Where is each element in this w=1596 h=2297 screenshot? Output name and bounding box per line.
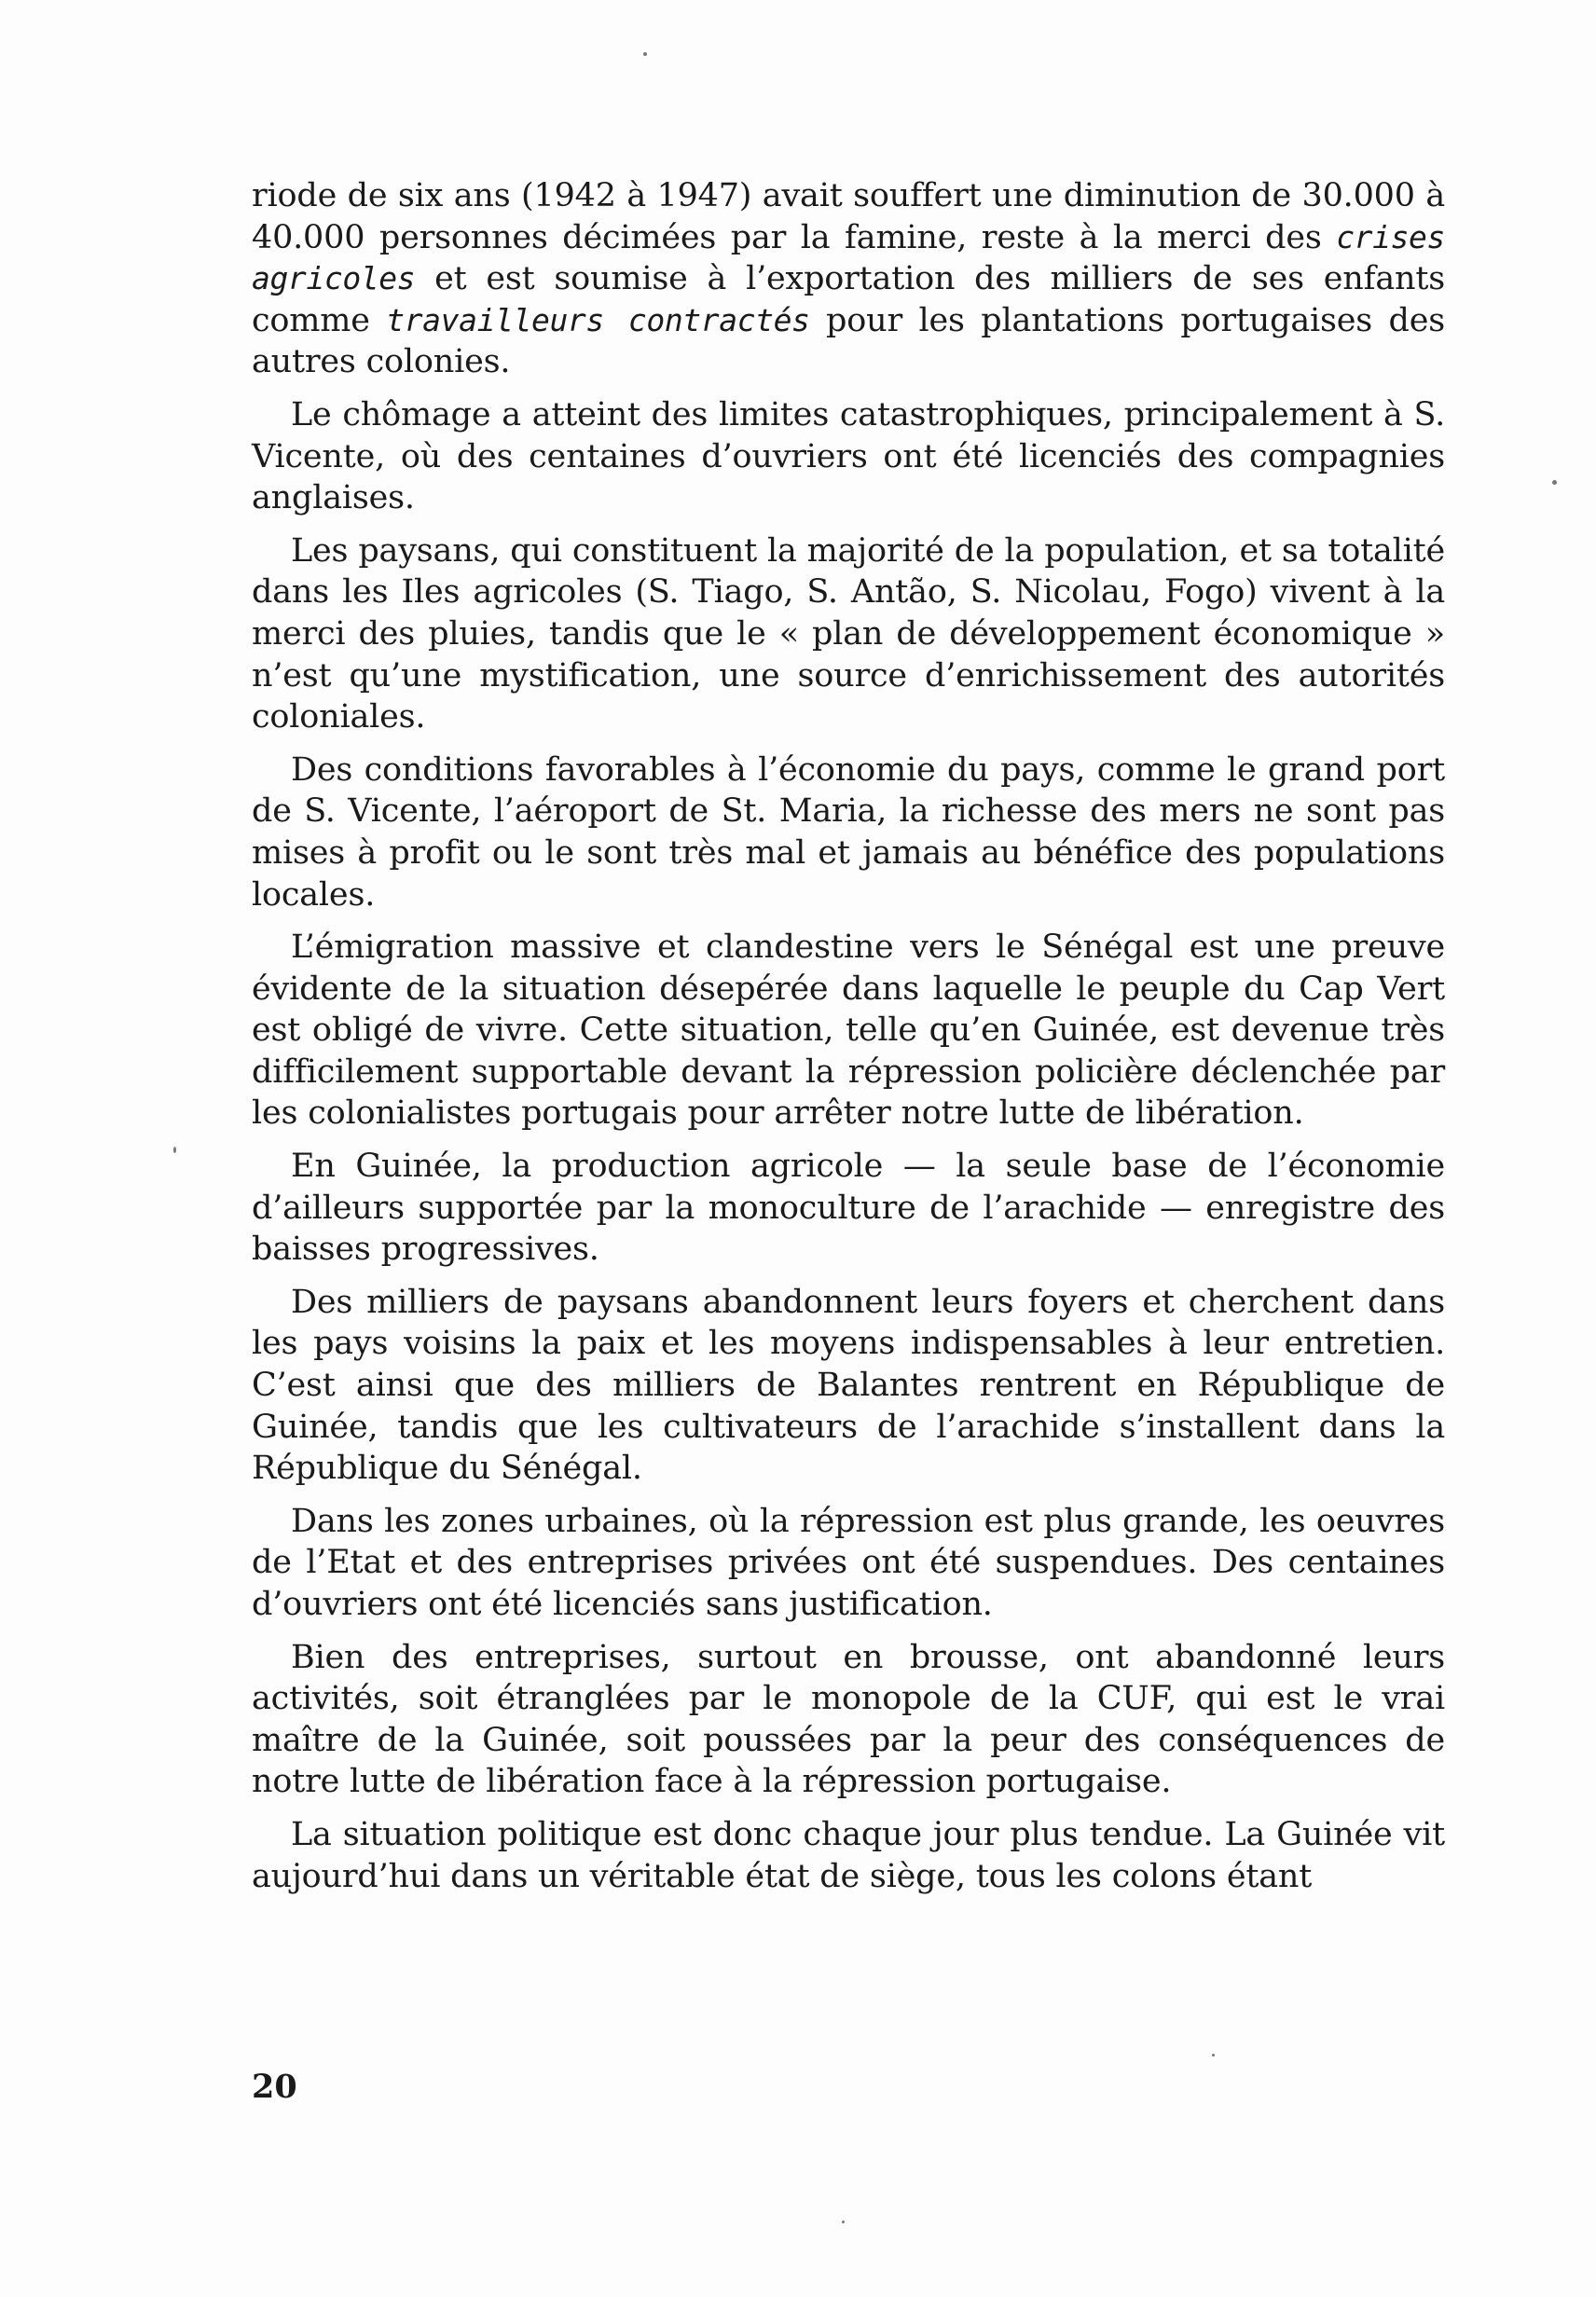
scan-speck <box>643 52 647 56</box>
page-number: 20 <box>252 2068 297 2106</box>
paragraph <box>252 1501 1445 1626</box>
paragraph <box>252 1282 1445 1490</box>
paragraph <box>252 750 1445 915</box>
text-run: et est soumise à l’exportation des milliers de ses enfants comme <box>252 260 1445 339</box>
paragraph <box>252 1637 1445 1803</box>
paragraph <box>252 1146 1445 1271</box>
text-run: Des milliers de paysans abandonnent leurs foyers et cherchent dans les pays voisins la paix et les moyens indispensables à leur entretien. C’est ainsi que des milliers de Balantes rentrent en République de Guinée, tandis que les cultivateurs de l’arachide s’installent dans la République du Sénégal. <box>252 1283 1445 1488</box>
text-run: La situation politique est donc chaque jour plus tendue. La Guinée vit aujourd’hui dans un véritable état de siège, tous les colons étant <box>252 1815 1445 1895</box>
paragraph <box>252 927 1445 1135</box>
paragraph <box>252 1814 1445 1897</box>
paragraph <box>252 530 1445 738</box>
text-run: Bien des entreprises, surtout en brousse, ont abandonné leurs activités, soit étranglées par le monopole de la CUF, qui est le vrai maître de la Guinée, soit poussées par la peur des conséquences de notre lutte de libération face à la répression portugaise. <box>252 1638 1445 1801</box>
text-run: Le chômage a atteint des limites catastrophiques, principalement à S. Vicente, où des centaines d’ouvriers ont été licenciés des compagnies anglaises. <box>252 395 1445 517</box>
text-run: Des conditions favorables à l’économie du pays, comme le grand port de S. Vicente, l’aéroport de St. Maria, la richesse des mers ne sont pas mises à profit ou le sont très mal et jamais au bénéfice des populations locales. <box>252 750 1445 914</box>
text-run: Dans les zones urbaines, où la répression est plus grande, les oeuvres de l’Etat et des entreprises privées ont été suspendues. Des centaines d’ouvriers ont été licenciés sans justification. <box>252 1502 1445 1623</box>
scan-speck <box>1552 480 1557 485</box>
text-run: pour les plantations portugaises des autres colonies. <box>252 301 1445 381</box>
paragraph <box>252 175 1445 383</box>
scan-speck <box>173 1147 176 1153</box>
text-run: riode de six ans (1942 à 1947) avait souffert une diminution de 30.000 à 40.000 personnes décimées par la famine, reste à la merci des <box>252 177 1445 256</box>
body-text <box>252 175 1445 1908</box>
text-run: Les paysans, qui constituent la majorité de la population, et sa totalité dans les Iles agricoles (S. Tiago, S. Antão, S. Nicolau, Fogo) vivent à la merci des pluies, tandis que le « plan de développement économique » n’est qu’une mystification, une source d’enrichissement des autorités coloniales. <box>252 531 1445 736</box>
text-run: En Guinée, la production agricole — la seule base de l’économie d’ailleurs supportée par la monoculture de l’arachide — enregistre des baisses progressives. <box>252 1148 1445 1269</box>
text-run: L’émigration massive et clandestine vers le Sénégal est une preuve évidente de la situation désepérée dans laquelle le peuple du Cap Vert est obligé de vivre. Cette situation, telle qu’en Guinée, est devenue très difficilement supportable devant la répression policière déclenchée par les colonialistes portugais pour arrêter notre lutte de libération. <box>252 928 1445 1133</box>
paragraph <box>252 394 1445 519</box>
italic-phrase: crises agricoles <box>252 218 1445 297</box>
italic-phrase: travailleurs contractés <box>386 301 810 338</box>
scan-speck <box>842 2221 845 2223</box>
scan-speck <box>1212 2054 1215 2056</box>
